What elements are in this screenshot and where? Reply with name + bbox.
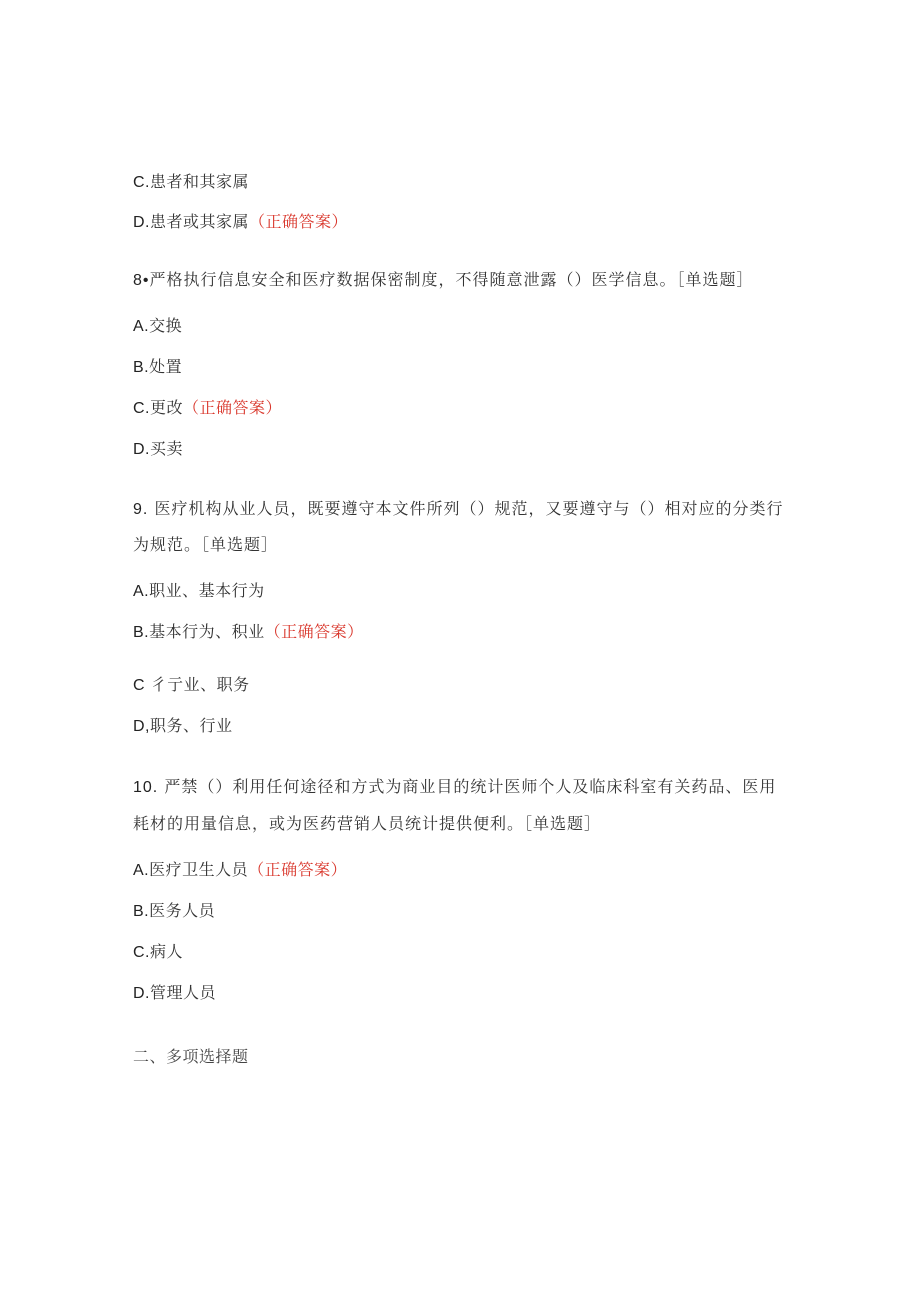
option-letter: D. <box>133 985 150 1002</box>
question-number: 9. <box>133 501 149 518</box>
q9-stem-line-2 <box>133 535 278 555</box>
option-text: 医疗卫生人员 <box>149 860 249 879</box>
question-text: 耗材的用量信息，或为医药营销人员统计提供便利。［单选题］ <box>133 814 602 833</box>
q10-stem-line-1 <box>133 777 776 798</box>
option-text: 患者和其家属 <box>150 172 250 191</box>
option-text: 职务、行业 <box>150 716 233 735</box>
option-letter: A. <box>133 318 150 335</box>
option-letter: A. <box>133 862 150 879</box>
option-letter: D. <box>133 214 150 231</box>
q8-option-b <box>133 357 182 378</box>
option-text: 医务人员 <box>149 901 216 920</box>
q10-option-a <box>133 860 347 881</box>
q9-option-c <box>133 675 250 696</box>
q7-option-c <box>133 172 249 193</box>
question-text: 严禁（）利用任何途径和方式为商业目的统计医师个人及临床科室有关药品、医用 <box>164 777 777 796</box>
q7-option-d <box>133 212 348 233</box>
q10-option-b <box>133 901 215 922</box>
q10-stem-line-2 <box>133 814 601 834</box>
q10-option-c <box>133 942 183 963</box>
q8-option-d <box>133 439 183 460</box>
option-text: 更改 <box>150 398 184 417</box>
option-letter: C. <box>133 944 150 961</box>
option-text: 基本行为、积业 <box>149 622 265 641</box>
option-letter: A. <box>133 583 150 600</box>
option-letter: C. <box>133 400 150 417</box>
q10-option-d <box>133 983 216 1004</box>
q9-option-a <box>133 581 265 602</box>
option-text: 职业、基本行为 <box>149 581 265 600</box>
q8-option-c <box>133 398 282 419</box>
option-text: 买卖 <box>150 439 184 458</box>
question-number: 10. <box>133 779 159 796</box>
option-letter: D, <box>133 718 150 735</box>
q8-option-a <box>133 316 182 337</box>
q9-option-d <box>133 716 233 737</box>
option-letter: B. <box>133 903 150 920</box>
option-text: 病人 <box>150 942 184 961</box>
q9-stem-line-1 <box>133 499 783 520</box>
question-text: 为规范。［单选题］ <box>133 535 279 554</box>
option-text: 交换 <box>149 316 183 335</box>
option-text: 患者或其家属 <box>150 212 250 231</box>
option-text: 彳亍业、职务 <box>150 675 250 694</box>
option-letter: C. <box>133 174 150 191</box>
question-text: 严格执行信息安全和医疗数据保密制度，不得随意泄露（）医学信息。［单选题］ <box>149 270 754 289</box>
option-text: 管理人员 <box>150 983 217 1002</box>
correct-answer-mark: （正确答案） <box>249 212 349 231</box>
option-letter: C <box>133 677 146 694</box>
correct-answer-mark: （正确答案） <box>264 622 364 641</box>
question-number: 8• <box>133 272 150 289</box>
option-letter: B. <box>133 359 150 376</box>
correct-answer-mark: （正确答案） <box>183 398 283 417</box>
option-text: 处置 <box>149 357 183 376</box>
section-heading: 二、多项选择题 <box>133 1047 249 1066</box>
option-letter: B. <box>133 624 150 641</box>
correct-answer-mark: （正确答案） <box>248 860 348 879</box>
q8-stem <box>133 270 754 291</box>
option-letter: D. <box>133 441 150 458</box>
question-text: 医疗机构从业人员，既要遵守本文件所列（）规范，又要遵守与（）相对应的分类行 <box>154 499 784 518</box>
q9-option-b <box>133 622 364 643</box>
